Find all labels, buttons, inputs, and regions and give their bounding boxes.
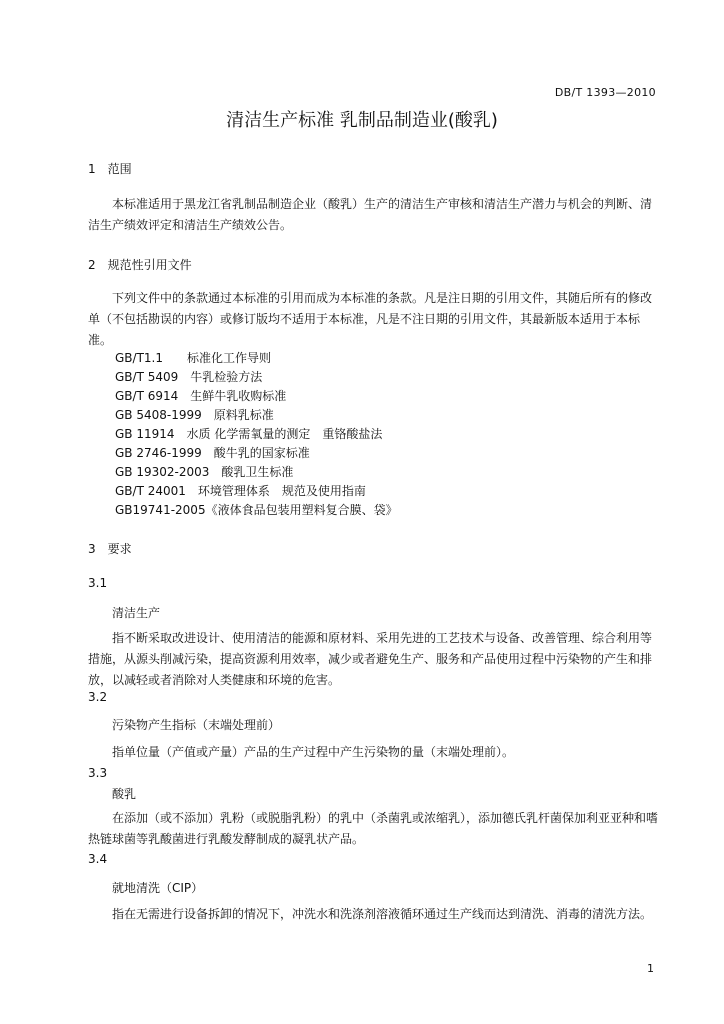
section-1-text: 本标准适用于黑龙江省乳制品制造企业（酸乳）生产的清洁生产审核和清洁生产潜力与机会的判断、清洁生产绩效评定和清洁生产绩效公告。: [88, 197, 653, 232]
clause-definition-text: 在添加（或不添加）乳粉（或脱脂乳粉）的乳中（杀菌乳或浓缩乳），添加德氏乳杆菌保加利亚亚种和嗜热链球菌等乳酸菌进行乳酸发酵制成的凝乳状产品。: [88, 811, 659, 846]
reference-item: GB 2746-1999 酸牛乳的国家标准: [115, 446, 310, 460]
clause-number: 3.3: [88, 766, 108, 780]
reference-item: GB/T 24001 环境管理体系 规范及使用指南: [115, 484, 366, 498]
clause-definition: [88, 904, 658, 925]
reference-item: GB/T1.1 标准化工作导则: [115, 351, 271, 365]
clause-definition: [88, 742, 658, 763]
reference-item: GB/T 6914 生鲜牛乳收购标准: [115, 389, 287, 403]
section-3-heading: 3 要求: [88, 542, 132, 556]
page-number: 1: [647, 962, 654, 975]
document-title: 清洁生产标准 乳制品制造业(酸乳): [226, 110, 498, 131]
clause-definition: [88, 628, 658, 691]
clause-term: 酸乳: [112, 787, 137, 801]
clause-definition-text: 指单位量（产值或产量）产品的生产过程中产生污染物的量（末端处理前）。: [112, 745, 515, 759]
clause-definition: [88, 808, 658, 850]
section-2-text: 下列文件中的条款通过本标准的引用而成为本标准的条款。凡是注日期的引用文件，其随后所有的修改单（不包括勘误的内容）或修订版均不适用于本标准，凡是不注日期的引用文件，其最新版本适用于本标准。: [88, 291, 653, 347]
reference-item: GB 5408-1999 原料乳标准: [115, 408, 274, 422]
clause-number: 3.4: [88, 852, 108, 866]
standard-code: DB/T 1393—2010: [554, 86, 656, 99]
reference-item: GB19741-2005《液体食品包装用塑料复合膜、袋》: [115, 503, 398, 517]
clause-definition-text: 指在无需进行设备拆卸的情况下，冲洗水和洗涤剂溶液循环通过生产线而达到清洗、消毒的清洗方法。: [112, 907, 653, 921]
section-2-paragraph: [88, 288, 658, 351]
reference-item: GB 19302-2003 酸乳卫生标准: [115, 465, 294, 479]
section-1-paragraph: [88, 194, 658, 236]
section-2-heading: 2 规范性引用文件: [88, 258, 192, 272]
reference-item: GB/T 5409 牛乳检验方法: [115, 370, 263, 384]
clause-number: 3.2: [88, 690, 108, 704]
clause-definition-text: 指不断采取改进设计、使用清洁的能源和原材料、采用先进的工艺技术与设备、改善管理、综合利用等措施，从源头削减污染，提高资源利用效率，减少或者避免生产、服务和产品使用过程中污染物的产生和排放，以减轻或者消除对人类健康和环境的危害。: [88, 631, 653, 687]
clause-term: 污染物产生指标（末端处理前）: [112, 718, 281, 732]
reference-item: GB 11914 水质 化学需氧量的测定 重铬酸盐法: [115, 427, 383, 441]
section-1-heading: 1 范围: [88, 162, 132, 176]
clause-term: 清洁生产: [112, 606, 161, 620]
clause-term: 就地清洗（CIP）: [112, 881, 204, 895]
clause-number: 3.1: [88, 576, 108, 590]
